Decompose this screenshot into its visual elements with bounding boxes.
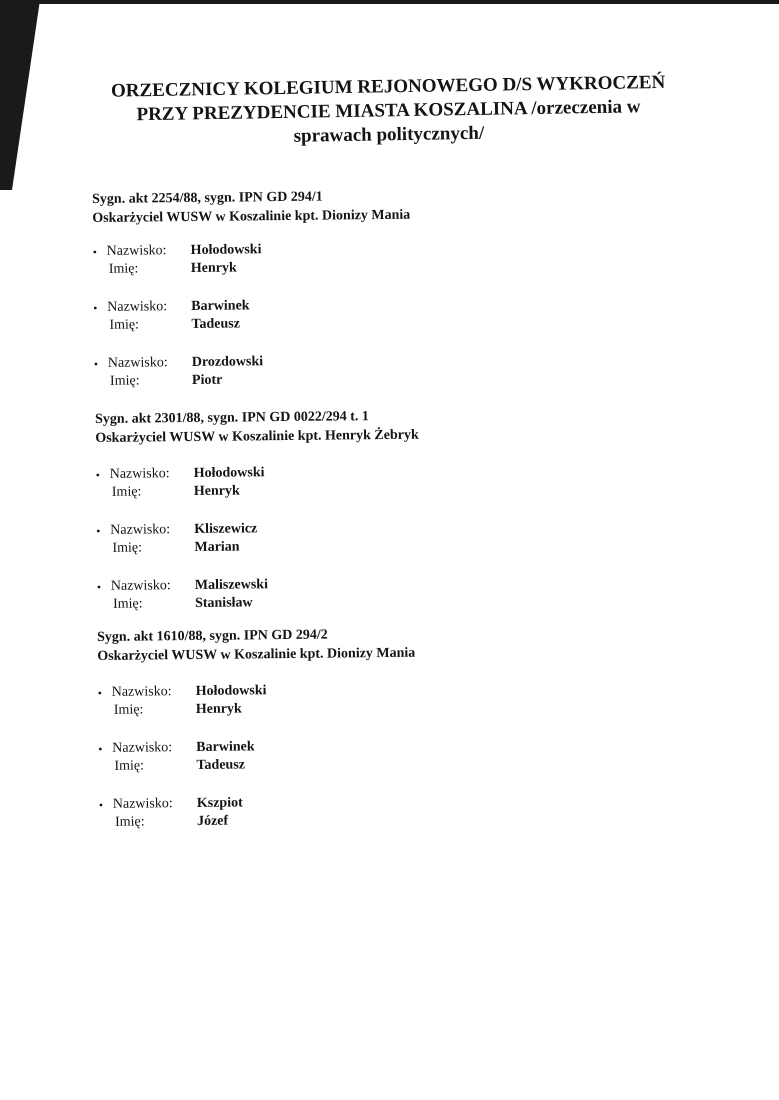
person-entry: [93, 240, 411, 279]
surname-label: Nazwisko:: [110, 522, 171, 538]
first-name-label: Imię:: [111, 484, 142, 500]
first-name-value: Piotr: [191, 372, 223, 388]
bullet: •: [93, 300, 98, 315]
surname-value: Kszpiot: [196, 795, 243, 811]
title-line-2: PRZY PREZYDENCIE MIASTA KOSZALINA /orzeczenia w: [136, 96, 641, 126]
title-line-3: sprawach politycznych/: [293, 122, 485, 147]
prosecutor-line: Oskarżyciel WUSW w Koszalinie kpt. Dionizy Mania: [97, 645, 416, 664]
person-entry: [97, 575, 421, 614]
first-name-label: Imię:: [109, 317, 140, 333]
first-name-label: Imię:: [112, 596, 143, 612]
first-name-value: Stanisław: [194, 595, 253, 611]
document-title: [88, 71, 689, 152]
surname-value: Maliszewski: [194, 577, 269, 593]
bullet: •: [97, 685, 102, 700]
person-entry: [96, 463, 420, 502]
surname-value: Barwinek: [191, 298, 250, 314]
case-number: Sygn. akt 2301/88, sygn. IPN GD 0022/294 t. 1: [95, 409, 369, 427]
first-name-label: Imię:: [114, 814, 145, 830]
case-section-3: [97, 625, 417, 832]
case-section-2: [95, 407, 421, 614]
first-name-label: Imię:: [108, 261, 139, 277]
first-name-value: Henryk: [195, 701, 242, 717]
bullet: •: [98, 797, 104, 812]
person-entry: [93, 296, 411, 335]
bullet: •: [93, 356, 99, 371]
scan-edge-left: [0, 0, 40, 190]
surname-value: Drozdowski: [191, 354, 264, 370]
prosecutor-line: Oskarżyciel WUSW w Koszalinie kpt. Dionizy Mania: [92, 207, 411, 226]
surname-label: Nazwisko:: [106, 243, 167, 259]
first-name-value: Marian: [194, 539, 240, 555]
person-entry: [98, 737, 416, 776]
surname-value: Hołodowski: [195, 683, 267, 699]
surname-value: Kliszewicz: [194, 521, 258, 537]
person-entry: [96, 519, 420, 558]
person-entry: [99, 793, 417, 832]
surname-label: Nazwisko:: [111, 684, 172, 700]
first-name-label: Imię:: [113, 702, 144, 718]
first-name-value: Tadeusz: [191, 316, 241, 332]
surname-label: Nazwisko:: [109, 466, 170, 482]
first-name-value: Henryk: [193, 483, 240, 499]
surname-value: Hołodowski: [190, 242, 262, 258]
surname-value: Barwinek: [196, 739, 255, 755]
bullet: •: [96, 523, 101, 538]
bullet: •: [92, 244, 97, 259]
first-name-value: Tadeusz: [196, 757, 246, 773]
title-line-1: ORZECZNICY KOLEGIUM REJONOWEGO D/S WYKROCZEŃ: [110, 71, 666, 102]
scan-edge-top: [0, 0, 779, 4]
bullet: •: [98, 741, 103, 756]
first-name-label: Imię:: [112, 540, 143, 556]
surname-label: Nazwisko:: [112, 740, 173, 756]
case-number: Sygn. akt 2254/88, sygn. IPN GD 294/1: [92, 189, 323, 207]
surname-label: Nazwisko:: [110, 578, 171, 594]
prosecutor-line: Oskarżyciel WUSW w Koszalinie kpt. Henryk Żebryk: [95, 427, 419, 446]
surname-value: Hołodowski: [193, 465, 265, 481]
surname-label: Nazwisko:: [112, 796, 173, 812]
bullet: •: [95, 467, 100, 482]
person-entry: [98, 681, 416, 720]
case-number: Sygn. akt 1610/88, sygn. IPN GD 294/2: [97, 627, 328, 645]
bullet: •: [96, 579, 102, 594]
surname-label: Nazwisko:: [107, 299, 168, 315]
first-name-value: Henryk: [190, 260, 237, 276]
person-entry: [94, 352, 412, 391]
surname-label: Nazwisko:: [107, 355, 168, 371]
first-name-value: Józef: [196, 813, 229, 829]
first-name-label: Imię:: [114, 758, 145, 774]
case-section-1: [92, 187, 412, 391]
first-name-label: Imię:: [109, 373, 140, 389]
